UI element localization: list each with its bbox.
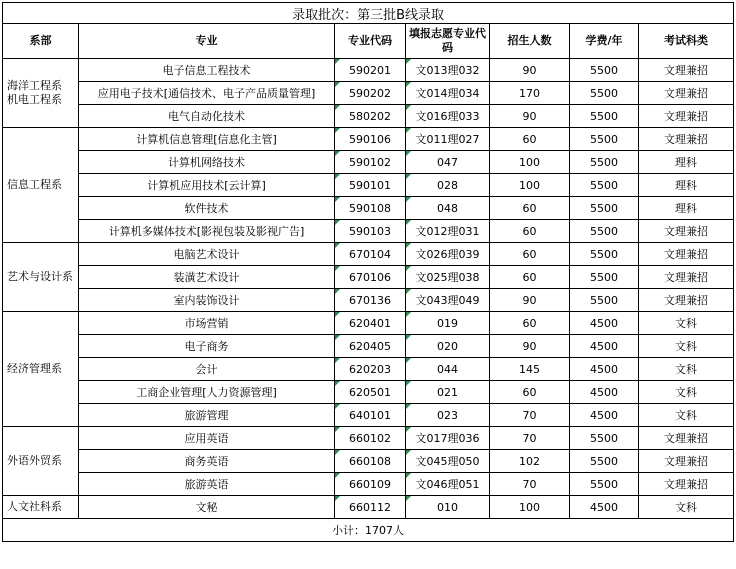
wish-code-cell: 文014理034 (406, 82, 490, 105)
code-cell: 620501 (335, 381, 406, 404)
major-cell: 应用电子技术[通信技术、电子产品质量管理] (79, 82, 335, 105)
code-cell: 620405 (335, 335, 406, 358)
code-cell: 670106 (335, 266, 406, 289)
code-cell: 670104 (335, 243, 406, 266)
enroll-cell: 90 (490, 105, 570, 128)
major-cell: 计算机信息管理[信息化主管] (79, 128, 335, 151)
header-dept: 系部 (3, 24, 79, 59)
code-cell: 590103 (335, 220, 406, 243)
fee-cell: 5500 (570, 105, 639, 128)
major-cell: 旅游管理 (79, 404, 335, 427)
subject-cell: 理科 (639, 197, 734, 220)
footer-row (3, 519, 734, 542)
subject-cell: 文理兼招 (639, 266, 734, 289)
fee-cell: 5500 (570, 59, 639, 82)
table-row (3, 151, 734, 174)
major-cell: 软件技术 (79, 197, 335, 220)
fee-cell: 4500 (570, 312, 639, 335)
wish-code-cell: 010 (406, 496, 490, 519)
major-cell: 计算机网络技术 (79, 151, 335, 174)
fee-cell: 5500 (570, 82, 639, 105)
wish-code-cell: 文011理027 (406, 128, 490, 151)
subject-cell: 文理兼招 (639, 243, 734, 266)
major-cell: 会计 (79, 358, 335, 381)
admission-table (2, 2, 734, 542)
enroll-cell: 145 (490, 358, 570, 381)
wish-code-cell: 文012理031 (406, 220, 490, 243)
fee-cell: 4500 (570, 381, 639, 404)
enroll-cell: 90 (490, 289, 570, 312)
table-row (3, 496, 734, 519)
code-cell: 590102 (335, 151, 406, 174)
subject-cell: 文科 (639, 381, 734, 404)
subtotal-cell: 小计：1707人 (3, 519, 734, 542)
table-row (3, 105, 734, 128)
wish-code-cell: 023 (406, 404, 490, 427)
enroll-cell: 90 (490, 59, 570, 82)
fee-cell: 5500 (570, 243, 639, 266)
enroll-cell: 60 (490, 312, 570, 335)
subject-cell: 文理兼招 (639, 105, 734, 128)
major-cell: 计算机多媒体技术[影视包装及影视广告] (79, 220, 335, 243)
table-title: 录取批次：第三批B线录取 (3, 3, 734, 24)
fee-cell: 5500 (570, 289, 639, 312)
major-cell: 应用英语 (79, 427, 335, 450)
code-cell: 620401 (335, 312, 406, 335)
subject-cell: 文科 (639, 404, 734, 427)
subject-cell: 文科 (639, 496, 734, 519)
wish-code-cell: 文016理033 (406, 105, 490, 128)
subject-cell: 文理兼招 (639, 220, 734, 243)
subject-cell: 文科 (639, 312, 734, 335)
department-cell: 外语外贸系 (3, 427, 79, 496)
wish-code-cell: 文046理051 (406, 473, 490, 496)
wish-code-cell: 028 (406, 174, 490, 197)
major-cell: 室内装饰设计 (79, 289, 335, 312)
wish-code-cell: 文025理038 (406, 266, 490, 289)
header-wish-code: 填报志愿专业代码 (406, 24, 490, 59)
major-cell: 旅游英语 (79, 473, 335, 496)
code-cell: 640101 (335, 404, 406, 427)
enroll-cell: 60 (490, 128, 570, 151)
subject-cell: 文理兼招 (639, 289, 734, 312)
code-cell: 590201 (335, 59, 406, 82)
table-row (3, 381, 734, 404)
major-cell: 电气自动化技术 (79, 105, 335, 128)
enroll-cell: 70 (490, 427, 570, 450)
fee-cell: 5500 (570, 266, 639, 289)
enroll-cell: 100 (490, 174, 570, 197)
fee-cell: 4500 (570, 404, 639, 427)
subject-cell: 文科 (639, 358, 734, 381)
enroll-cell: 70 (490, 404, 570, 427)
table-row (3, 289, 734, 312)
code-cell: 660108 (335, 450, 406, 473)
table-row (3, 174, 734, 197)
header-subject: 考试科类 (639, 24, 734, 59)
major-cell: 电脑艺术设计 (79, 243, 335, 266)
fee-cell: 4500 (570, 358, 639, 381)
wish-code-cell: 文043理049 (406, 289, 490, 312)
enroll-cell: 90 (490, 335, 570, 358)
enroll-cell: 60 (490, 243, 570, 266)
subject-cell: 文科 (639, 335, 734, 358)
table-row (3, 197, 734, 220)
table-row (3, 450, 734, 473)
code-cell: 670136 (335, 289, 406, 312)
enroll-cell: 100 (490, 496, 570, 519)
code-cell: 620203 (335, 358, 406, 381)
enroll-cell: 60 (490, 266, 570, 289)
enroll-cell: 60 (490, 381, 570, 404)
department-cell: 人文社科系 (3, 496, 79, 519)
major-cell: 装潢艺术设计 (79, 266, 335, 289)
subject-cell: 理科 (639, 151, 734, 174)
table-row (3, 473, 734, 496)
enroll-cell: 60 (490, 220, 570, 243)
table-row (3, 266, 734, 289)
enroll-cell: 70 (490, 473, 570, 496)
subject-cell: 文理兼招 (639, 59, 734, 82)
department-cell: 艺术与设计系 (3, 243, 79, 312)
major-cell: 文秘 (79, 496, 335, 519)
table-row (3, 82, 734, 105)
major-cell: 商务英语 (79, 450, 335, 473)
table-row (3, 128, 734, 151)
major-cell: 市场营销 (79, 312, 335, 335)
subject-cell: 文理兼招 (639, 427, 734, 450)
enroll-cell: 60 (490, 197, 570, 220)
enroll-cell: 170 (490, 82, 570, 105)
major-cell: 电子信息工程技术 (79, 59, 335, 82)
wish-code-cell: 019 (406, 312, 490, 335)
wish-code-cell: 021 (406, 381, 490, 404)
subject-cell: 文理兼招 (639, 82, 734, 105)
wish-code-cell: 文017理036 (406, 427, 490, 450)
table-row (3, 427, 734, 450)
code-cell: 590108 (335, 197, 406, 220)
table-row (3, 220, 734, 243)
table-row (3, 335, 734, 358)
fee-cell: 5500 (570, 197, 639, 220)
code-cell: 660109 (335, 473, 406, 496)
subject-cell: 理科 (639, 174, 734, 197)
enroll-cell: 100 (490, 151, 570, 174)
table-row (3, 312, 734, 335)
department-cell: 海洋工程系 机电工程系 (3, 59, 79, 128)
table-row (3, 404, 734, 427)
fee-cell: 5500 (570, 427, 639, 450)
wish-code-cell: 020 (406, 335, 490, 358)
major-cell: 计算机应用技术[云计算] (79, 174, 335, 197)
table-row (3, 243, 734, 266)
header-row (3, 24, 734, 59)
code-cell: 590202 (335, 82, 406, 105)
header-major: 专业 (79, 24, 335, 59)
subject-cell: 文理兼招 (639, 450, 734, 473)
code-cell: 660102 (335, 427, 406, 450)
fee-cell: 5500 (570, 151, 639, 174)
header-fee: 学费/年 (570, 24, 639, 59)
department-cell: 信息工程系 (3, 128, 79, 243)
wish-code-cell: 044 (406, 358, 490, 381)
fee-cell: 5500 (570, 473, 639, 496)
header-enroll: 招生人数 (490, 24, 570, 59)
major-cell: 电子商务 (79, 335, 335, 358)
wish-code-cell: 047 (406, 151, 490, 174)
fee-cell: 5500 (570, 220, 639, 243)
code-cell: 660112 (335, 496, 406, 519)
fee-cell: 5500 (570, 174, 639, 197)
fee-cell: 5500 (570, 128, 639, 151)
wish-code-cell: 048 (406, 197, 490, 220)
enroll-cell: 102 (490, 450, 570, 473)
table-row (3, 59, 734, 82)
major-cell: 工商企业管理[人力资源管理] (79, 381, 335, 404)
fee-cell: 4500 (570, 496, 639, 519)
department-cell: 经济管理系 (3, 312, 79, 427)
subject-cell: 文理兼招 (639, 128, 734, 151)
code-cell: 580202 (335, 105, 406, 128)
fee-cell: 4500 (570, 335, 639, 358)
header-code: 专业代码 (335, 24, 406, 59)
fee-cell: 5500 (570, 450, 639, 473)
table-row (3, 358, 734, 381)
code-cell: 590101 (335, 174, 406, 197)
wish-code-cell: 文026理039 (406, 243, 490, 266)
code-cell: 590106 (335, 128, 406, 151)
wish-code-cell: 文045理050 (406, 450, 490, 473)
title-row (3, 3, 734, 24)
wish-code-cell: 文013理032 (406, 59, 490, 82)
subject-cell: 文理兼招 (639, 473, 734, 496)
